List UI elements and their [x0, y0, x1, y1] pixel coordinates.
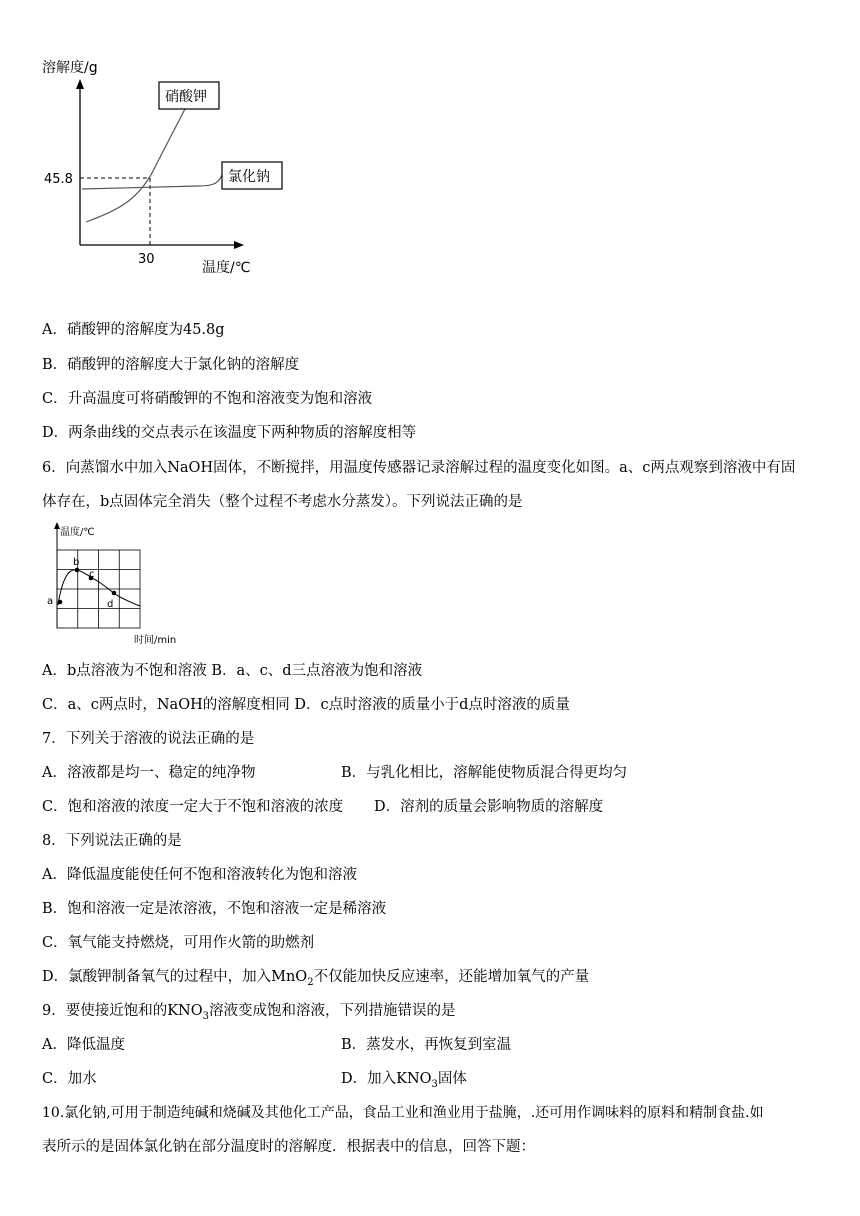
x-axis-label: 温度/℃ — [202, 260, 251, 276]
sodium-chloride-label: 氯化钠 — [228, 169, 270, 185]
q9-option-d-text-1: D．加入KNO — [341, 1071, 432, 1087]
fig2-x-label: 时间/min — [134, 635, 177, 646]
potassium-nitrate-curve — [86, 107, 186, 222]
q9-option-d[interactable] — [341, 1069, 467, 1095]
sodium-chloride-curve — [82, 175, 222, 189]
q9-option-d-subscript: 3 — [431, 1078, 438, 1090]
q6-options-ab[interactable]: A．b点溶液为不饱和溶液 B．a、c、d三点溶液为饱和溶液 — [42, 663, 423, 679]
q9-stem-text-2: 溶液变成饱和溶液，下列措施错误的是 — [209, 1003, 456, 1019]
q10-stem-line-2: 表所示的是固体氯化钠在部分温度时的溶解度．根据表中的信息，回答下题： — [42, 1139, 535, 1155]
point-d-label: d — [107, 599, 114, 610]
q6-stem-line-1: 6．向蒸馏水中加入NaOH固体，不断搅拌，用温度传感器记录溶解过程的温度变化如图。a、c两点观察到溶液中有固 — [42, 460, 796, 476]
q7-option-a[interactable]: A．溶液都是均一、稳定的纯净物 — [42, 765, 256, 781]
q9-option-a[interactable]: A．降低温度 — [42, 1037, 125, 1053]
fig2-y-label: 温度/℃ — [60, 527, 95, 538]
q7-option-c[interactable]: C．饱和溶液的浓度一定大于不饱和溶液的浓度 — [42, 799, 344, 815]
fig2-temperature-curve — [58, 570, 140, 606]
q8-option-c[interactable]: C．氧气能支持燃烧，可用作火箭的助燃剂 — [42, 935, 315, 951]
q8-option-a[interactable]: A．降低温度能使任何不饱和溶液转化为饱和溶液 — [42, 867, 357, 883]
q9-option-b[interactable]: B．蒸发水，再恢复到室温 — [341, 1037, 512, 1053]
q8-option-d[interactable] — [42, 967, 589, 993]
q5-option-b[interactable]: B．硝酸钾的溶解度大于氯化钠的溶解度 — [42, 357, 300, 373]
potassium-nitrate-label: 硝酸钾 — [165, 89, 207, 105]
q9-stem — [42, 1001, 456, 1027]
q9-option-c[interactable]: C．加水 — [42, 1071, 97, 1087]
q9-stem-text-1: 9．要使接近饱和的KNO — [42, 1003, 203, 1019]
y-axis-label: 溶解度/g — [42, 60, 98, 76]
solubility-curve-figure — [38, 55, 298, 285]
q7-stem: 7．下列关于溶液的说法正确的是 — [42, 731, 255, 747]
fig2-grid — [57, 550, 140, 628]
q8-stem: 8．下列说法正确的是 — [42, 833, 182, 849]
q5-option-a[interactable]: A．硝酸钾的溶解度为45.8g — [42, 322, 225, 338]
q8-option-d-text-1: D．氯酸钾制备氧气的过程中，加入MnO — [42, 969, 308, 985]
q6-stem-line-2: 体存在，b点固体完全消失（整个过程不考虑水分蒸发）。下列说法正确的是 — [42, 494, 523, 510]
q5-option-c[interactable]: C．升高温度可将硝酸钾的不饱和溶液变为饱和溶液 — [42, 391, 373, 407]
q8-option-d-text-2: 不仅能加快反应速率，还能增加氧气的产量 — [313, 969, 590, 985]
q6-options-cd[interactable]: C．a、c两点时，NaOH的溶解度相同 D．c点时溶液的质量小于d点时溶液的质量 — [42, 697, 570, 713]
q7-option-d[interactable]: D．溶剂的质量会影响物质的溶解度 — [374, 799, 604, 815]
q8-option-d-subscript: 2 — [307, 976, 314, 988]
point-b — [75, 568, 80, 573]
q5-option-d[interactable]: D．两条曲线的交点表示在该温度下两种物质的溶解度相等 — [42, 425, 417, 441]
q8-option-b[interactable]: B．饱和溶液一定是浓溶液，不饱和溶液一定是稀溶液 — [42, 901, 387, 917]
q9-stem-subscript: 3 — [202, 1010, 210, 1022]
point-a-label: a — [47, 596, 54, 607]
point-d — [112, 591, 117, 596]
y-tick-label: 45.8 — [44, 172, 73, 187]
point-b-label: b — [73, 557, 80, 568]
point-c-label: c — [89, 569, 95, 580]
q9-option-d-text-2: 固体 — [437, 1071, 467, 1087]
q7-option-b[interactable]: B．与乳化相比，溶解能使物质混合得更均匀 — [341, 765, 628, 781]
fig2-y-arrow — [54, 522, 60, 529]
point-a — [58, 600, 63, 605]
q10-stem-line-1: 10.氯化钠,可用于制造纯碱和烧碱及其他化工产品，食品工业和渔业用于盐腌，.还可用作调味料的原料和精制食盐.如 — [42, 1105, 764, 1121]
x-axis-arrow — [234, 241, 244, 249]
x-tick-label: 30 — [138, 252, 155, 267]
temperature-time-figure — [44, 520, 189, 650]
y-axis-arrow — [76, 79, 84, 89]
